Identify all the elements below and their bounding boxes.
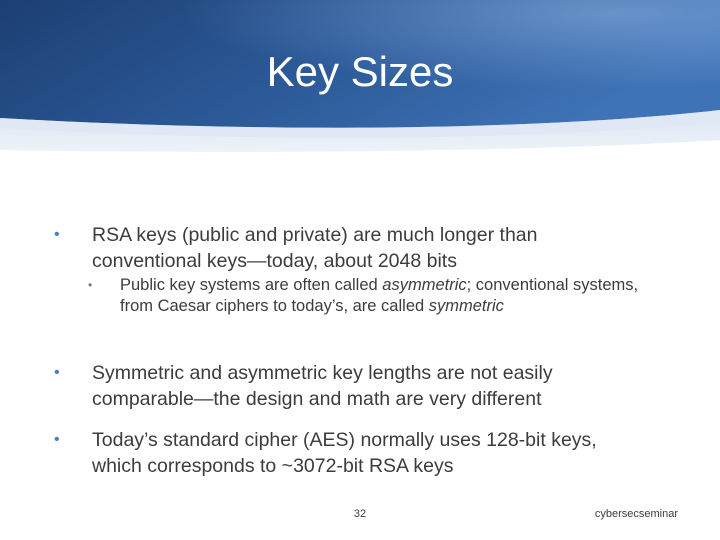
emphasis-asymmetric: asymmetric	[382, 276, 467, 294]
bullet-text: RSA keys (public and private) are much longer than conventional keys—today, about 2048 bits	[92, 224, 538, 272]
bullet-text: Today’s standard cipher (AES) normally uses 128-bit keys, which corresponds to ~3072-bit RSA keys	[92, 429, 597, 477]
bullet-item	[54, 360, 646, 412]
sub-bullet-text	[120, 275, 648, 317]
bullet-text: Symmetric and asymmetric key lengths are not easily comparable—the design and math are very different	[92, 362, 553, 410]
footer-brand: cybersecseminar	[594, 508, 678, 520]
bullet-item	[54, 427, 646, 479]
sub-bullet-item	[88, 275, 648, 317]
bullet-marker: •	[54, 364, 60, 381]
sub-text-part: Public key systems are often called	[120, 276, 383, 294]
bullet-marker: •	[54, 226, 60, 243]
page-number: 32	[353, 508, 367, 520]
sub-text-part: ; conventional systems, from Caesar ciphers to today’s, are called	[120, 276, 639, 315]
sub-bullet-marker: •	[88, 278, 93, 292]
bullet-item	[54, 222, 646, 274]
bullet-marker: •	[54, 431, 60, 448]
slide-title: Key Sizes	[266, 48, 454, 95]
emphasis-symmetric: symmetric	[428, 297, 504, 315]
